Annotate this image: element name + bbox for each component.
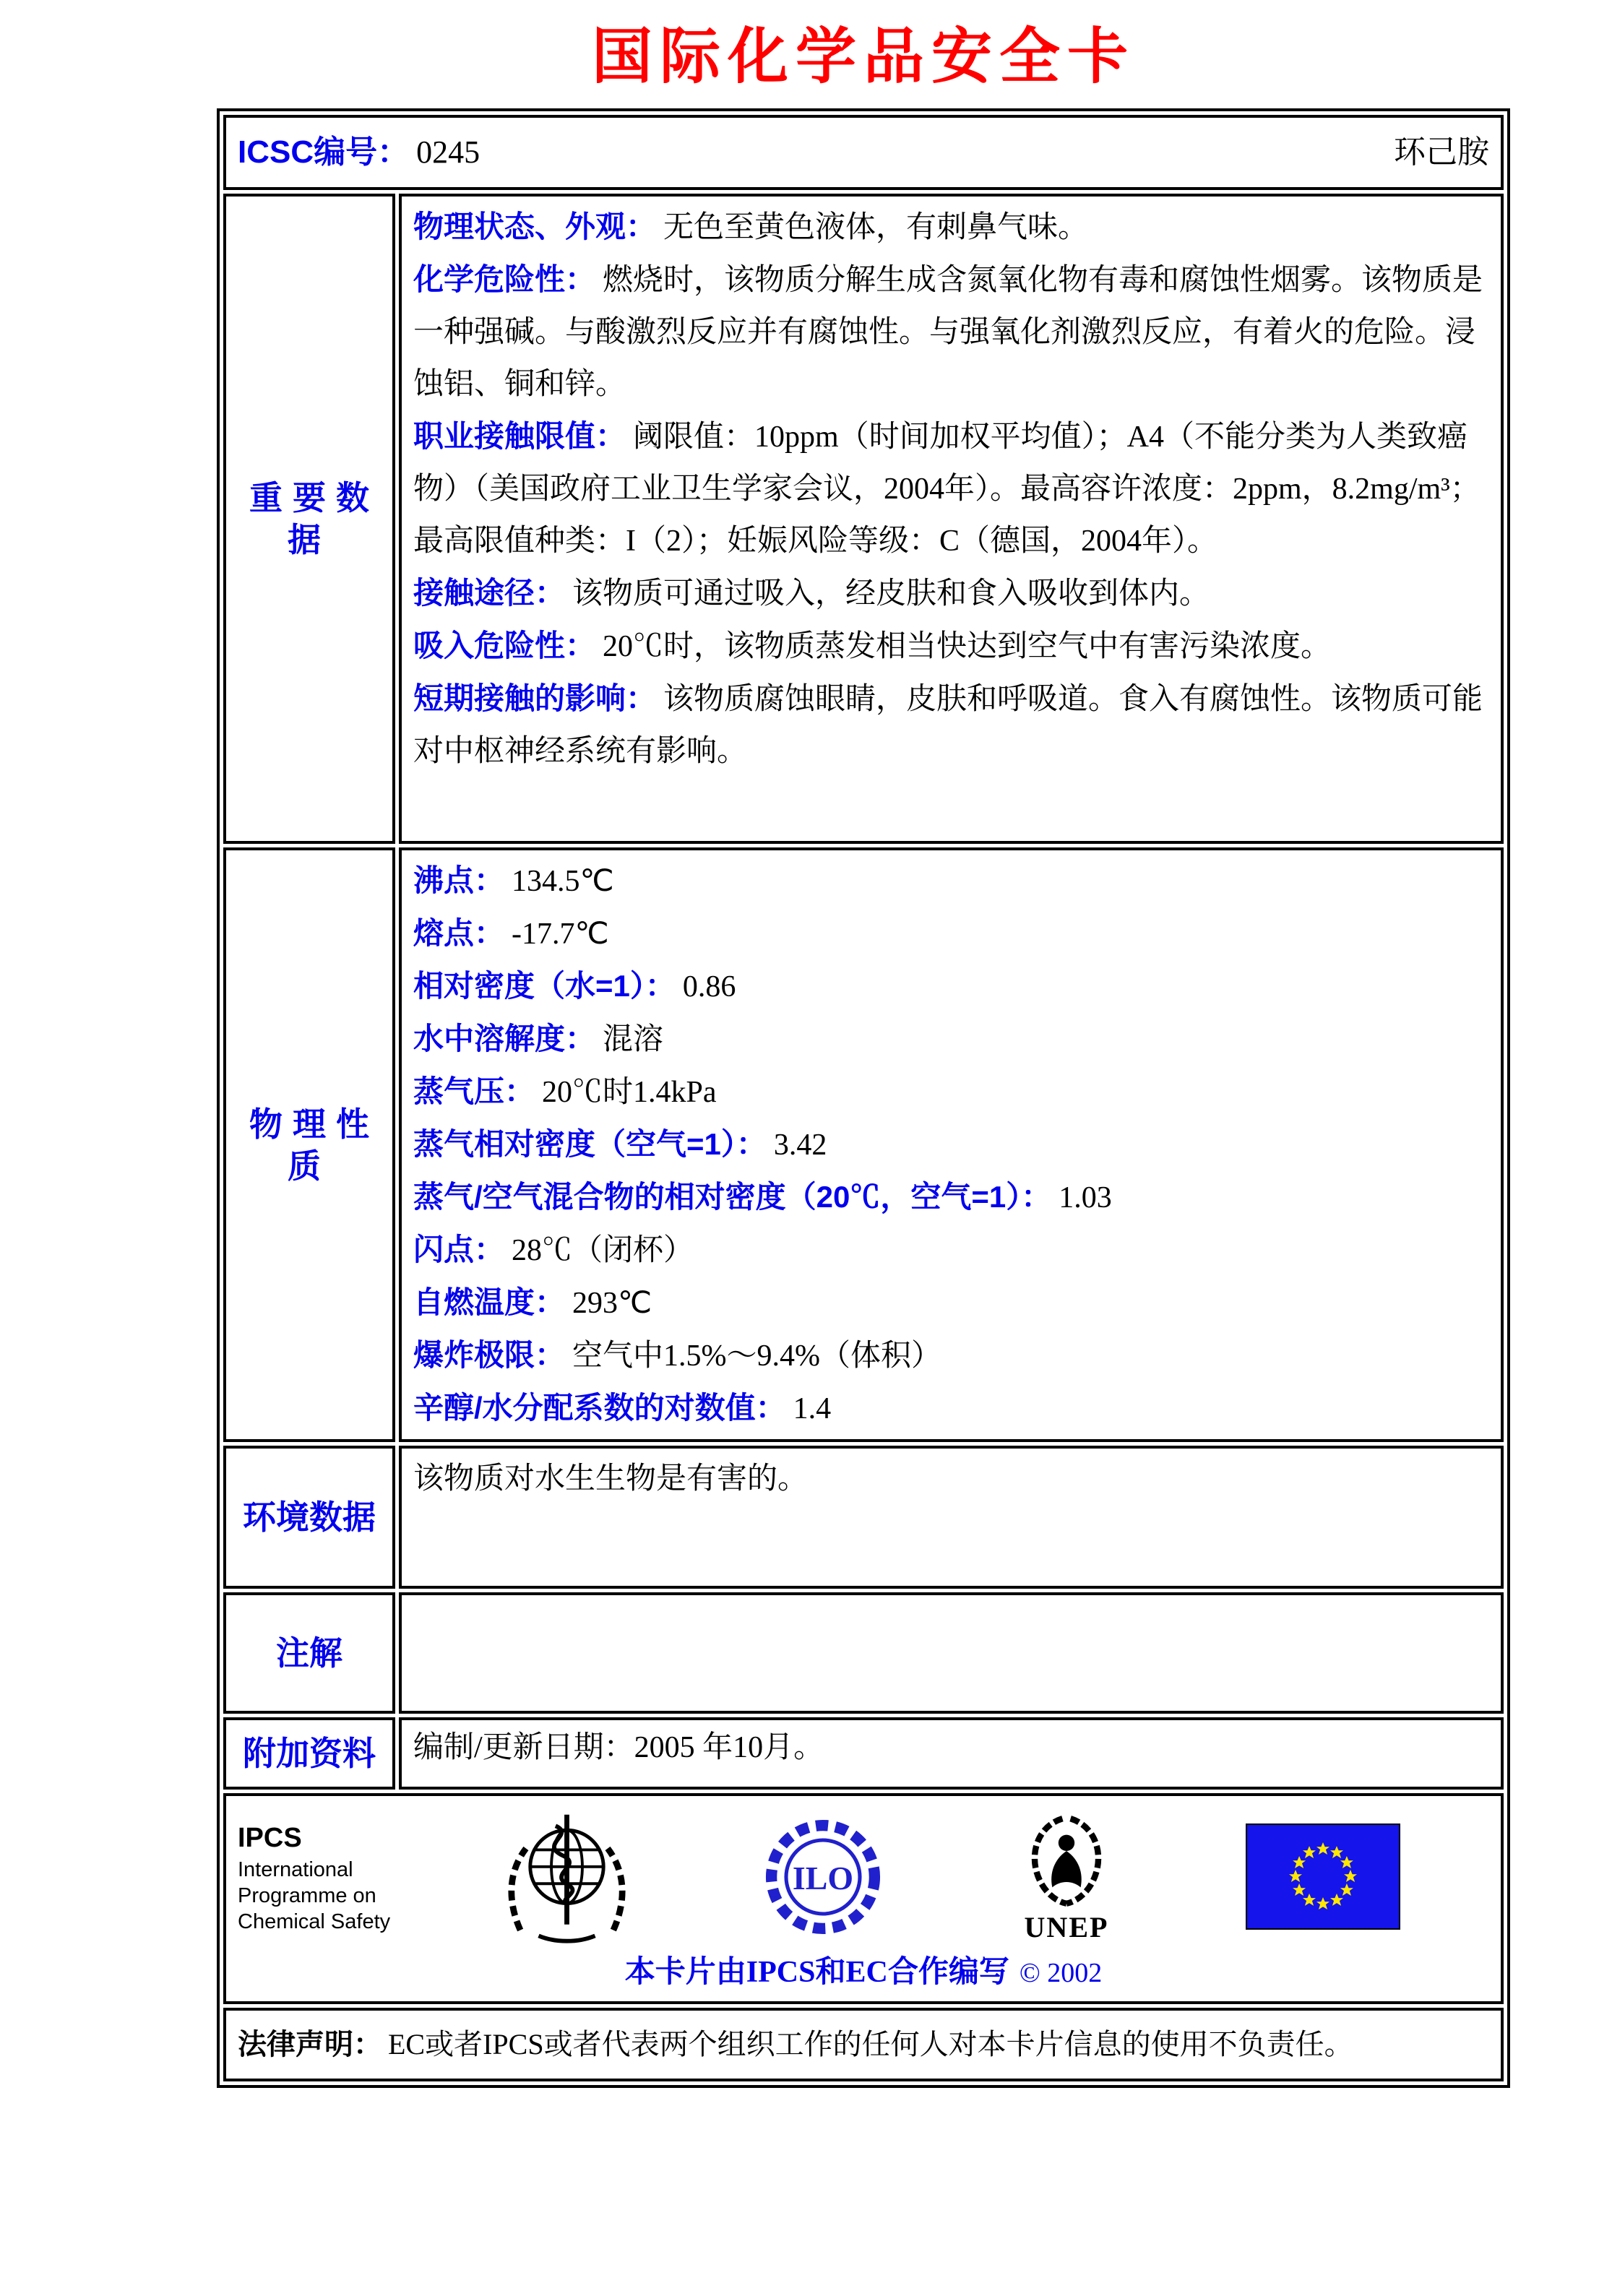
field-row <box>413 567 1489 620</box>
icsc-header-cell <box>223 115 1504 190</box>
legal-notice-cell <box>223 2008 1504 2081</box>
unep-logo-block <box>1016 1811 1117 1943</box>
field-row <box>413 907 1489 960</box>
icsc-card-table <box>217 108 1510 2088</box>
field-label: 短期接触的影响： <box>413 681 657 715</box>
ipcs-text-block <box>238 1819 454 1935</box>
icsc-header-row <box>223 115 1504 190</box>
field-value: 1.4 <box>793 1392 832 1425</box>
field-row <box>413 1171 1489 1224</box>
field-label: 化学危险性： <box>413 262 596 296</box>
eu-flag-icon <box>1246 1824 1400 1930</box>
field-value: 燃烧时，该物质分解生成含氮氧化物有毒和腐蚀性烟雾。该物质是一种强碱。与酸激烈反应并有腐蚀性。与强氧化剂激烈反应，有着火的危险。浸蚀铝、铜和锌。 <box>413 264 1483 401</box>
important-data-row <box>223 194 1504 844</box>
page-title: 国际化学品安全卡 <box>591 24 1135 91</box>
copyright-text: © 2002 <box>1019 1957 1103 1988</box>
field-row <box>413 410 1489 567</box>
field-row <box>413 1013 1489 1066</box>
unep-logo-text: UNEP <box>1024 1910 1109 1943</box>
environmental-data-content: 该物质对水生生物是有害的。 <box>399 1446 1504 1589</box>
important-data-label: 重要数据 <box>223 194 395 844</box>
field-value: 20℃时，该物质蒸发相当快达到空气中有害污染浓度。 <box>603 630 1332 663</box>
field-row <box>413 1224 1489 1277</box>
legal-notice-row <box>223 2008 1504 2081</box>
field-row <box>413 673 1489 777</box>
notes-label: 注解 <box>223 1592 395 1714</box>
field-label: 吸入危险性： <box>413 629 596 663</box>
field-value: 阈限值：10ppm（时间加权平均值）；A4（不能分类为人类致癌物）（美国政府工业卫生学家会议，2004年）。最高容许浓度：2ppm，8.2mg/m³；最高限值种类：I（2）；妊娠风险等级：C（德国，2004年）。 <box>413 420 1481 558</box>
field-label: 蒸气压： <box>413 1074 535 1108</box>
field-label: 相对密度（水=1）： <box>413 969 676 1003</box>
field-value: 293℃ <box>572 1287 652 1320</box>
environmental-data-row <box>223 1446 1504 1589</box>
ilo-logo-text: ILO <box>792 1859 854 1896</box>
field-row <box>413 960 1489 1013</box>
field-label: 自燃温度： <box>413 1285 566 1319</box>
ipcs-line3: Chemical Safety <box>238 1909 391 1933</box>
environmental-data-label: 环境数据 <box>223 1446 395 1589</box>
field-row <box>413 254 1489 410</box>
ipcs-line1: International <box>238 1857 353 1881</box>
organizations-cell <box>223 1793 1504 2004</box>
icsc-header <box>238 129 1489 176</box>
additional-info-row <box>223 1717 1504 1790</box>
legal-notice-text: EC或者IPCS或者代表两个组织工作的任何人对本卡片信息的使用不负责任。 <box>388 2028 1353 2060</box>
credit-line <box>238 1952 1489 1993</box>
field-row <box>413 201 1489 254</box>
field-label: 水中溶解度： <box>413 1022 596 1056</box>
credit-text: 本卡片由IPCS和EC合作编写 <box>624 1955 1009 1989</box>
field-row <box>413 855 1489 907</box>
legal-notice-label: 法律声明： <box>238 2029 382 2060</box>
ipcs-acronym: IPCS <box>238 1822 302 1853</box>
field-label: 沸点： <box>413 863 505 897</box>
field-value: 该物质可通过吸入，经皮肤和食入吸收到体内。 <box>572 577 1210 610</box>
icsc-number-group <box>238 129 480 176</box>
field-label: 接触途径： <box>413 576 566 610</box>
important-data-content <box>399 194 1504 844</box>
physical-properties-content <box>399 847 1504 1442</box>
field-value: 134.5℃ <box>512 865 614 898</box>
field-value: 0.86 <box>682 970 736 1004</box>
field-row <box>413 620 1489 673</box>
field-value: 该物质腐蚀眼睛，皮肤和呼吸道。食入有腐蚀性。该物质可能对中枢神经系统有影响。 <box>413 683 1483 768</box>
field-value: 无色至黄色液体，有刺鼻气味。 <box>663 211 1089 244</box>
field-label: 熔点： <box>413 916 505 950</box>
icsc-number-value: 0245 <box>416 134 480 170</box>
notes-content <box>399 1592 1504 1714</box>
ilo-logo-icon <box>762 1816 884 1938</box>
organizations-row <box>223 1793 1504 2004</box>
field-value: 3.42 <box>773 1128 827 1162</box>
field-row <box>413 1066 1489 1118</box>
ipcs-line2: Programme on <box>238 1883 376 1907</box>
chemical-name: 环己胺 <box>1394 134 1489 170</box>
field-value: 空气中1.5%～9.4%（体积） <box>572 1339 941 1373</box>
field-label: 蒸气/空气混合物的相对密度（20℃，空气=1）： <box>413 1180 1052 1214</box>
field-value: -17.7℃ <box>512 918 609 951</box>
physical-properties-row <box>223 847 1504 1442</box>
additional-info-content: 编制/更新日期：2005 年10月。 <box>399 1717 1504 1790</box>
field-label: 物理状态、外观： <box>413 210 657 243</box>
field-label: 辛醇/水分配系数的对数值： <box>413 1391 786 1425</box>
notes-row <box>223 1592 1504 1714</box>
field-label: 蒸气相对密度（空气=1）： <box>413 1127 767 1161</box>
physical-properties-label: 物理性质 <box>223 847 395 1442</box>
unep-logo-icon <box>1016 1811 1117 1912</box>
field-value: 1.03 <box>1059 1181 1112 1214</box>
additional-info-label: 附加资料 <box>223 1717 395 1790</box>
field-label: 闪点： <box>413 1233 505 1266</box>
field-row <box>413 1277 1489 1329</box>
field-value: 20℃时1.4kPa <box>542 1076 717 1109</box>
logos-strip <box>238 1805 1489 1949</box>
field-value: 混溶 <box>603 1023 664 1056</box>
field-label: 爆炸极限： <box>413 1338 566 1372</box>
field-row <box>413 1382 1489 1435</box>
field-row <box>413 1329 1489 1382</box>
field-label: 职业接触限值： <box>413 419 626 453</box>
field-row <box>413 1118 1489 1171</box>
icsc-number-label: ICSC编号： <box>238 134 410 170</box>
who-logo-icon <box>496 1806 637 1947</box>
icsc-document <box>217 0 1510 2088</box>
field-value: 28℃（闭杯） <box>512 1234 694 1267</box>
